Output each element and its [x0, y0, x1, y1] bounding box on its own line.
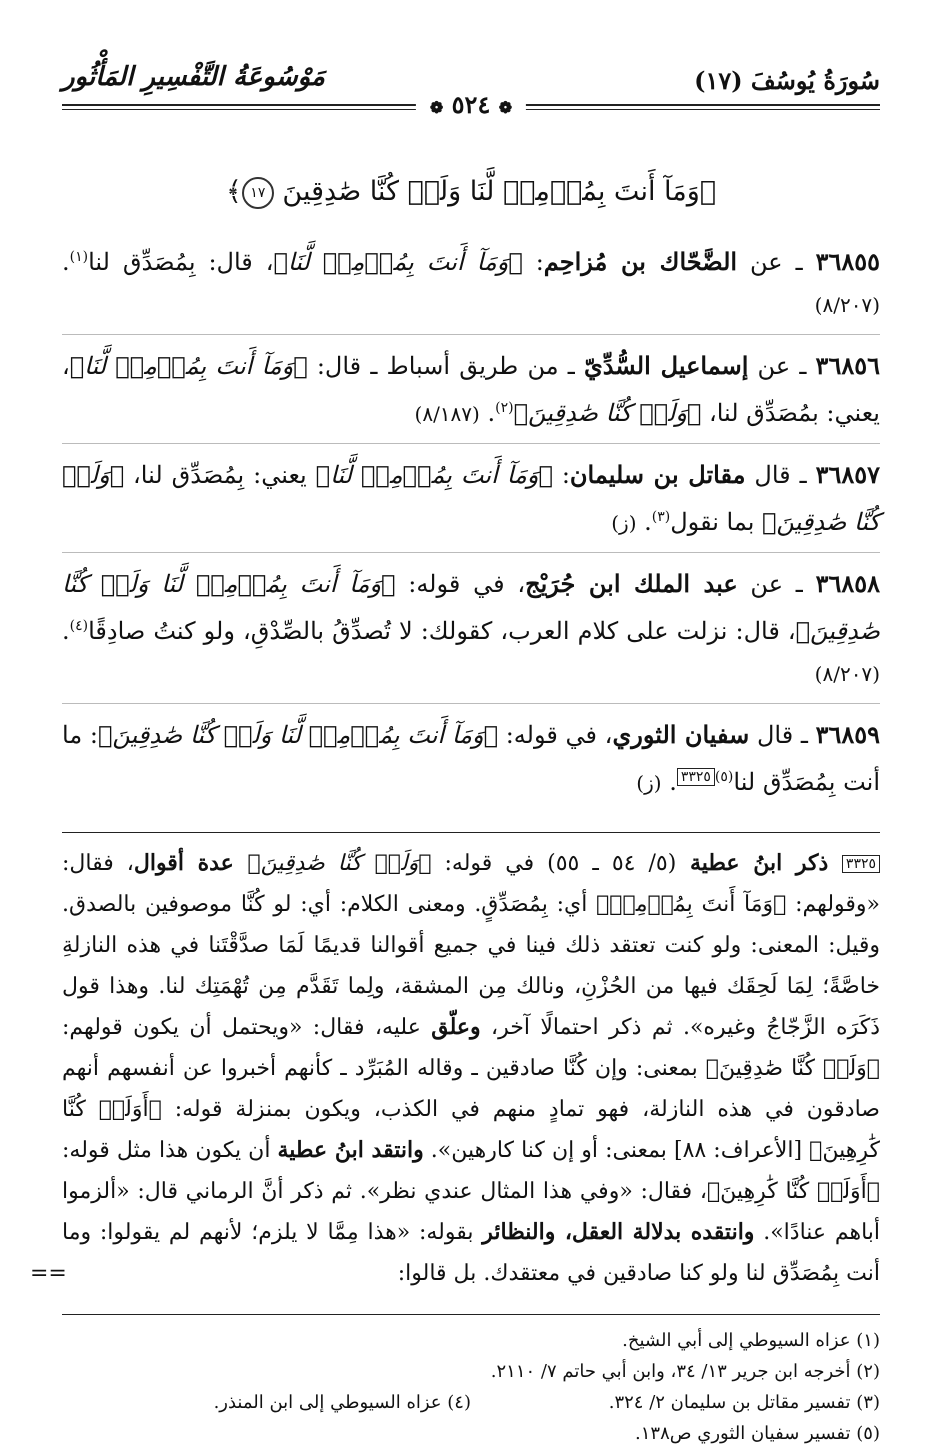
- entry-text: ، في قوله:: [498, 721, 613, 749]
- quran-quote: ﴿وَمَآ أَنتَ بِمُؤۡمِنٖ لَّنَا وَلَوۡ كُنَّا صَٰدِقِينَ﴾: [97, 721, 499, 749]
- footnote: (٥) تفسير سفيان الثوري ص١٣٨.: [635, 1423, 880, 1444]
- page-header: [62, 60, 880, 120]
- entry-text: .: [62, 248, 70, 276]
- footnote: (٣) تفسير مقاتل بن سليمان ٢/ ٣٢٤.: [608, 1392, 880, 1413]
- quran-quote: ﴿وَمَآ أَنتَ بِمُؤۡمِنٖ لَّنَا﴾: [69, 352, 308, 380]
- entry-number: ٣٦٨٥٩: [815, 720, 881, 749]
- quran-quote: ﴿وَمَآ أَنتَ بِمُؤۡمِنٖ لَّنَا وَلَوۡ كُنَّا صَٰدِقِينَ﴾: [62, 570, 880, 645]
- narrator-name: سفيان الثوري: [612, 720, 750, 749]
- list-item: [62, 335, 880, 444]
- volume-reference: (ز): [611, 511, 637, 535]
- volume-reference: (٨/٢٠٧): [814, 662, 880, 686]
- ornament-icon: ❁: [429, 98, 444, 117]
- commentary-ref-box[interactable]: ٣٣٢٥: [677, 768, 715, 786]
- entry-number: ٣٦٨٥٦: [815, 351, 880, 380]
- entry-text: .: [636, 508, 652, 536]
- quran-quote: ﴿وَلَوۡ كُنَّا صَٰدِقِينَ﴾: [513, 399, 702, 427]
- commentary-text: (٥/ ٥٤ ـ ٥٥) في قوله:: [431, 851, 677, 876]
- footnote-marker[interactable]: (٤): [69, 618, 89, 634]
- entry-text: ـ عن: [737, 248, 816, 276]
- footnotes: [62, 1325, 880, 1449]
- entry-text: ، قال: بِمُصَدِّق لنا: [88, 248, 274, 276]
- entry-text: بما نقول: [670, 508, 763, 536]
- entry-text: .: [661, 768, 677, 796]
- entry-number: ٣٦٨٥٨: [815, 569, 881, 598]
- footnote-row: [62, 1387, 880, 1418]
- quran-quote: ﴿وَمَآ أَنتَ بِمُؤۡمِنٖ لَّنَا﴾: [273, 248, 523, 276]
- commentary-bold: وانتقده بدلالة العقل، والنظائر: [482, 1219, 755, 1245]
- entry-text: يعني: بِمُصَدِّق لنا،: [124, 461, 316, 489]
- entry-text: .: [479, 399, 496, 427]
- footnote-marker[interactable]: (٢): [495, 400, 514, 416]
- footnotes-divider: [62, 1314, 880, 1315]
- entry-text: ـ عن: [748, 352, 816, 380]
- volume-reference: (٨/٢٠٧): [814, 293, 880, 317]
- commentary-text: بقوله: «هذا مِمَّا لا يلزم؛ لأنهم لم يقولوا: وما أنت بِمُصَدِّق لنا ولو كنا صادقين في معتقدك. بل قالوا:: [62, 1220, 880, 1286]
- entry-text: :: [522, 248, 544, 276]
- verse-text: ﴿وَمَآ أَنتَ بِمُؤۡمِنٖ لَّنَا وَلَوۡ كُنَّا صَٰدِقِينَ: [282, 176, 716, 207]
- entry-text: ، في قوله:: [395, 570, 526, 598]
- entries-list: [62, 226, 880, 812]
- footnote-marker[interactable]: (٥): [714, 769, 734, 785]
- entry-text: ـ قال: [749, 721, 816, 749]
- commentary-bold: عدة أقوال: [133, 850, 248, 876]
- list-item: [62, 444, 880, 553]
- narrator-name: إسماعيل السُّدِّيّ: [583, 351, 749, 380]
- entry-text: :: [552, 461, 570, 489]
- footnote-marker[interactable]: (١): [69, 249, 89, 265]
- narrator-name: عبد الملك ابن جُرَيْج: [525, 569, 738, 598]
- ayah-number-badge: ١٧: [242, 177, 274, 209]
- quran-quote: ﴿وَلَوۡ كُنَّا صَٰدِقِينَ﴾: [62, 461, 880, 536]
- quran-quote: ﴿وَمَآ أَنتَ بِمُؤۡمِنٖ لَّنَا﴾: [315, 461, 553, 489]
- footnote: (٢) أخرجه ابن جرير ١٣/ ٣٤، وابن أبي حاتم ٧/ ٢١١٠.: [490, 1361, 880, 1382]
- entry-number: ٣٦٨٥٧: [815, 460, 881, 489]
- entry-number: ٣٦٨٥٥: [815, 247, 881, 276]
- volume-reference: (٨/١٨٧): [414, 402, 480, 426]
- commentary-text: أن يكون هذا مثل قوله: ﴿أَوَلَوۡ كُنَّا كَٰرِهِينَ﴾، فقال: «وفي هذا المثال عندي نظر». ثم ذكر أنَّ الرماني قال: «ألزموا أباهم عنادًا».: [62, 1138, 881, 1245]
- commentary-text: ، فقال: «وقولهم: ﴿وَمَآ أَنتَ بِمُؤۡمِنٖ﴾ أي: بِمُصَدِّقٍ. ومعنى الكلام: أي: لو كُنَّا موصوفين بالصدق. وقيل: المعنى: ولو كنت تعتقد ذلك فينا في جميع أقوالنا قديمًا لَمَا صدَّقْتَنا في هذه النازلةِ خاصَّةً؛ لِمَا لَحِقَك فيها من الحُزْنِ، ونالك مِن المشقة، ولِما تَقَدَّم مِن تُهْمَتِك لنا. وهذا قول ذَكَرَه الزَّجّاجُ وغيره». ثم ذكر احتمالًا آخر،: [62, 851, 880, 1040]
- header-book-title: مَوْسُوعَةُ التَّفْسِيرِ المَأْثُور: [62, 62, 325, 92]
- commentary-text: عليه، فقال: «ويحتمل أن يكون قولهم: ﴿وَلَوۡ كُنَّا صَٰدِقِينَ﴾ بمعنى: وإن كُنَّا صادقين ـ وقاله المُبَرِّد ـ كأنهم أخبروا عن أنفسهم أنهم صادقون في هذه النازلة، فهو تمادٍ منهم في الكذب، ويكون بمنزلة قوله: ﴿أَوَلَوۡ كُنَّا كَٰرِهِينَ﴾ [الأعراف: ٨٨] بمعنى: أو إن كنا كارهين».: [62, 1015, 880, 1163]
- list-item: [62, 226, 880, 335]
- page-number: ٥٢٤: [451, 90, 491, 119]
- list-item: [62, 553, 880, 704]
- quran-verse: [62, 172, 880, 212]
- entry-text: : ما أنت بِمُصَدِّق لنا: [62, 721, 880, 796]
- verse-close: ﴾: [226, 176, 242, 207]
- narrator-name: مقاتل بن سليمان: [569, 460, 746, 489]
- entry-text: ـ قال: [745, 461, 816, 489]
- commentary-block: [30, 843, 881, 1294]
- continuation-mark: ==: [30, 1261, 67, 1286]
- ornament-icon: ❁: [498, 98, 513, 117]
- header-page-number-block: [416, 90, 526, 119]
- volume-reference: (ز): [636, 771, 662, 795]
- commentary-bold: وانتقد ابنُ عطية: [277, 1137, 424, 1163]
- commentary-bold: وعلّق: [431, 1014, 481, 1040]
- page: [30, 60, 881, 1444]
- entry-text: .: [62, 617, 70, 645]
- footnote-marker[interactable]: (٣): [651, 509, 671, 525]
- header-surah: سُورَةُ يُوسُفَ (١٧): [694, 66, 880, 95]
- commentary-number-box: ٣٣٢٥: [842, 855, 880, 873]
- narrator-name: الضَّحّاك بن مُزاحِم: [543, 247, 738, 276]
- commentary-bold: ذكر ابنُ عطية: [676, 850, 842, 876]
- entry-text: ـ من طريق أسباط ـ قال:: [307, 352, 584, 380]
- footnote: (٤) عزاه السيوطي إلى ابن المنذر.: [213, 1392, 471, 1413]
- quran-quote: ﴿وَلَوۡ كُنَّا صَٰدِقِينَ﴾: [247, 851, 432, 876]
- entry-text: ـ عن: [737, 570, 816, 598]
- entry-text: ، يعني: بمُصَدِّق لنا،: [62, 352, 880, 427]
- entry-text: ، قال: نزلت على كلام العرب، كقولك: لا تُصدِّقُ بالصِّدْقِ، ولو كنتُ صادِقًا: [88, 617, 796, 645]
- list-item: [62, 704, 880, 812]
- commentary-divider: [62, 832, 880, 833]
- footnote: (١) عزاه السيوطي إلى أبي الشيخ.: [622, 1330, 880, 1351]
